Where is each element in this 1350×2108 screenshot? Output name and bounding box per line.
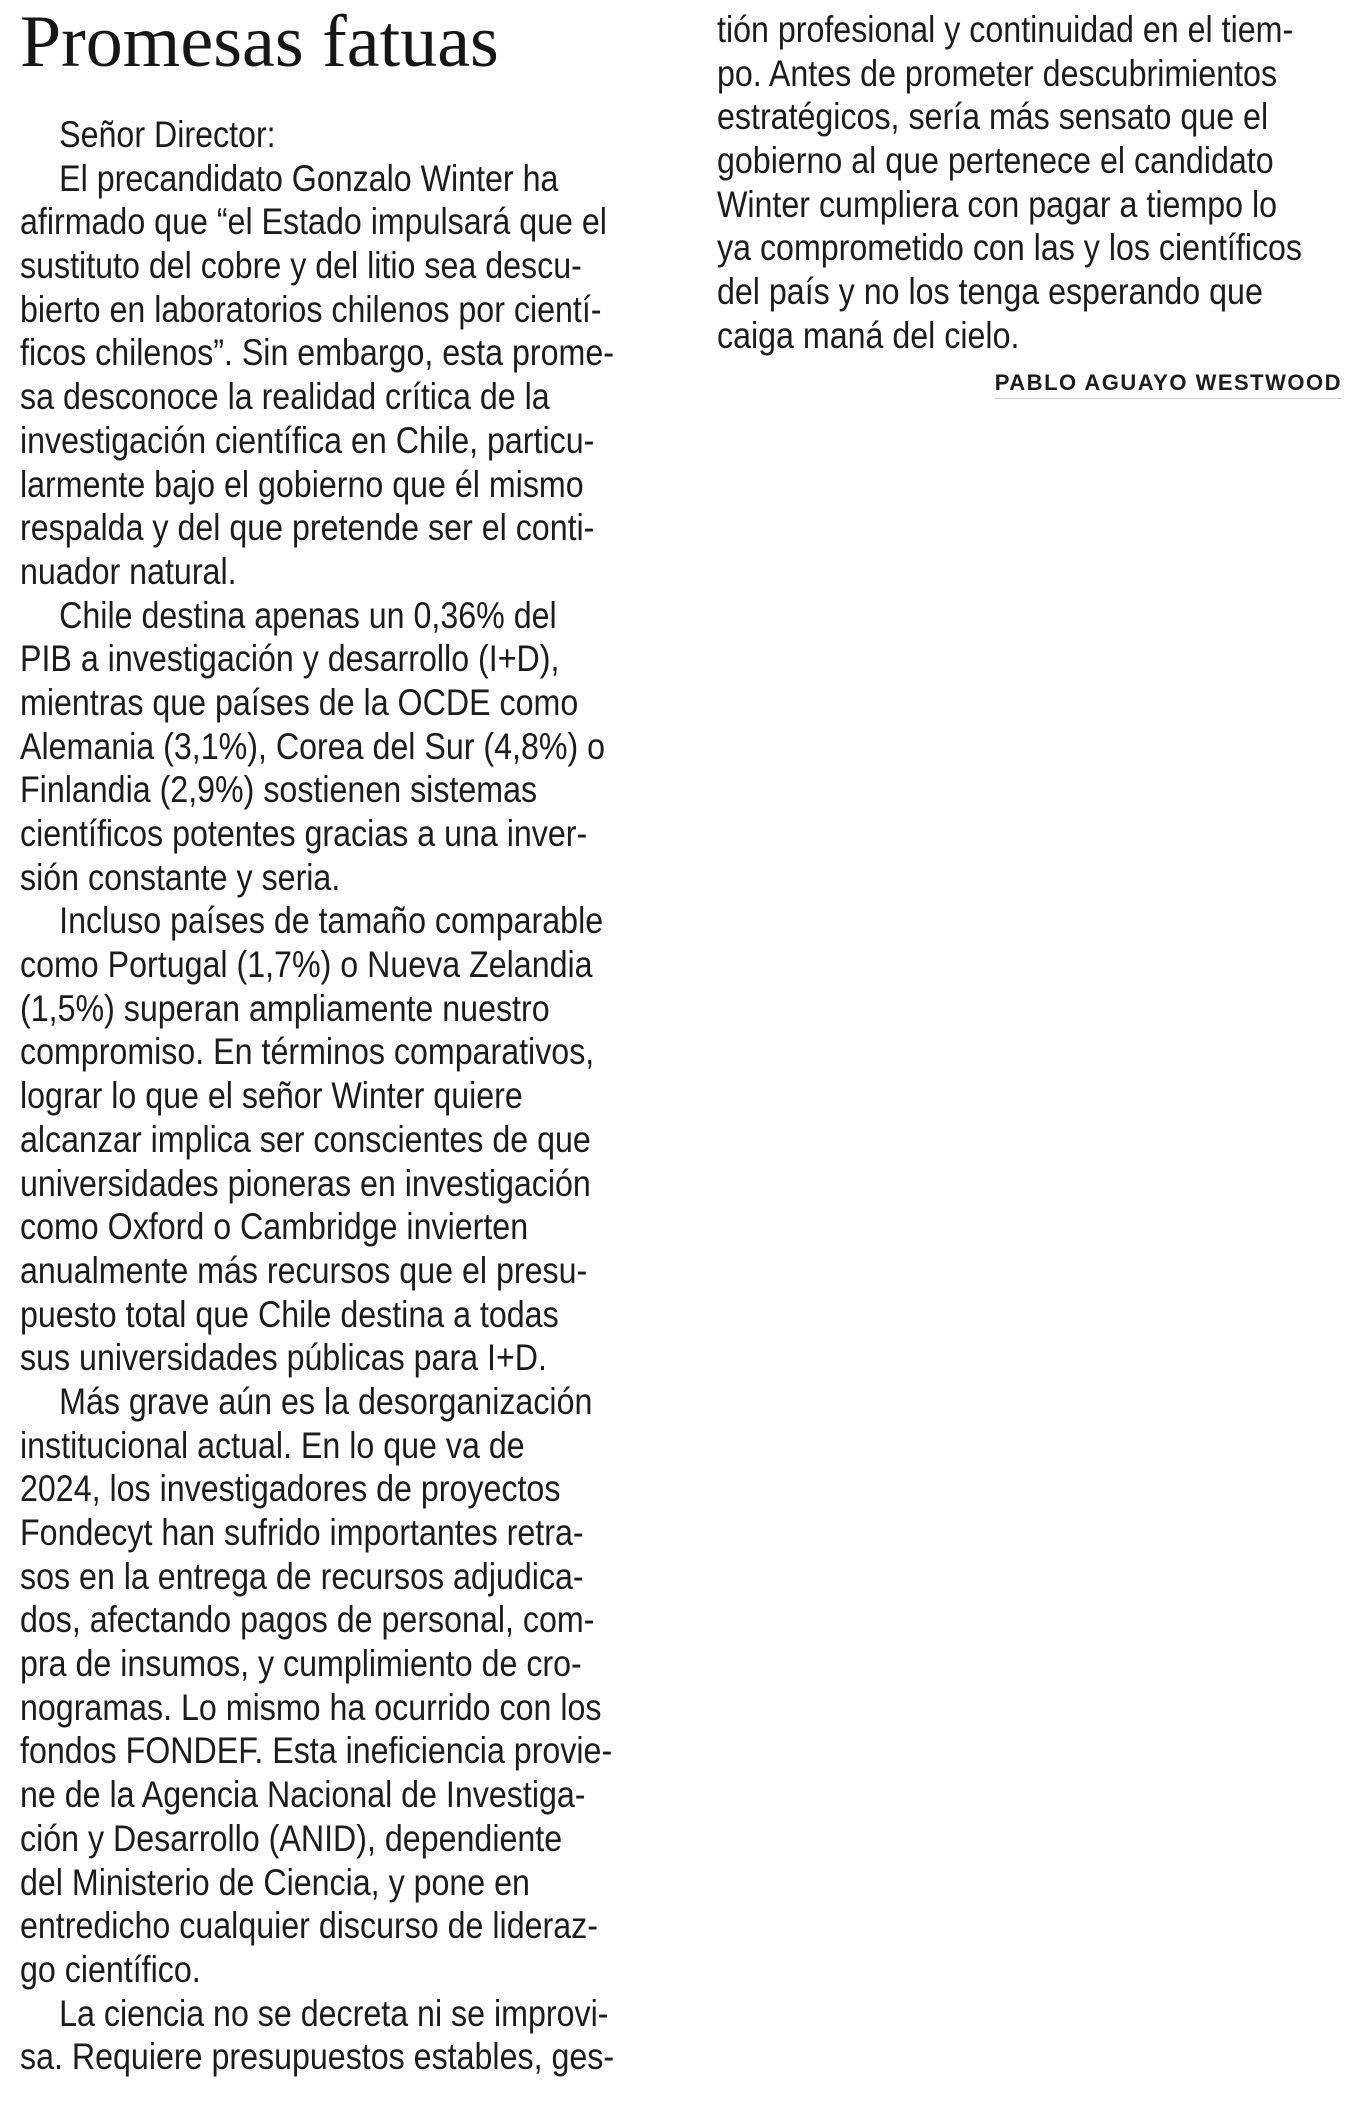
text-line: lograr lo que el señor Winter quiere [20,1075,523,1117]
text-line: institucional actual. En lo que va de [20,1424,525,1466]
text-line: El precandidato Gonzalo Winter ha [59,157,559,199]
text-line: estratégicos, sería más sensato que el [717,96,1269,138]
text-line: ne de la Agencia Nacional de Investiga- [20,1774,586,1816]
text-line: científicos potentes gracias a una inver- [20,813,588,854]
paragraph [20,594,634,900]
text-line: alcanzar implica ser conscientes de que [20,1118,591,1160]
paragraph [20,157,634,594]
text-line: ción y Desarrollo (ANID), dependiente [20,1817,563,1859]
text-line: caiga maná del cielo. [717,314,1020,356]
column-right [717,8,1331,358]
text-line: tión profesional y continuidad en el tiem- [717,9,1294,50]
paragraph [20,1380,634,1992]
text-line: respalda y del que pretende ser el conti- [20,507,595,549]
salutation-line: Señor Director: [59,114,276,155]
text-line: ya comprometido con las y los científicos [717,227,1303,269]
salutation [20,113,634,157]
text-line: La ciencia no se decreta ni se improvi- [59,1992,609,2034]
text-line: afirmado que “el Estado impulsará que el [20,201,607,243]
text-line: larmente bajo el gobierno que él mismo [20,463,584,505]
text-line: sustituto del cobre y del litio sea descu- [20,245,582,287]
text-line: Incluso países de tamaño comparable [59,900,604,942]
text-line: Fondecyt han sufrido importantes retra- [20,1512,584,1553]
text-line: Alemania (3,1%), Corea del Sur (4,8%) o [20,725,606,767]
text-line: sión constante y seria. [20,856,341,898]
text-line: Winter cumpliera con pagar a tiempo lo [717,183,1278,225]
text-line: bierto en laboratorios chilenos por cientí- [20,288,602,330]
text-line: sus universidades públicas para I+D. [20,1337,547,1379]
text-line: investigación científica en Chile, particu- [20,419,595,461]
text-line: mientras que países de la OCDE como [20,681,579,723]
text-line: nogramas. Lo mismo ha ocurrido con los [20,1686,602,1728]
paragraph [20,899,634,1380]
text-line: como Portugal (1,7%) o Nueva Zelandia [20,944,593,986]
headline: Promesas fatuas [20,1,499,83]
text-line: nuador natural. [20,550,237,592]
text-line: sos en la entrega de recursos adjudica- [20,1555,584,1597]
text-line: sa desconoce la realidad crítica de la [20,376,550,418]
text-line: Finlandia (2,9%) sostienen sistemas [20,769,538,811]
text-line: Más grave aún es la desorganización [59,1380,593,1422]
text-line: po. Antes de prometer descubrimientos [717,52,1278,94]
text-line: ficos chilenos”. Sin embargo, esta prome- [20,332,614,374]
text-line: (1,5%) superan ampliamente nuestro [20,987,550,1029]
paragraph-continued [717,8,1331,358]
text-line: como Oxford o Cambridge invierten [20,1206,529,1248]
text-line: del país y no los tenga esperando que [717,271,1263,313]
text-line: del Ministerio de Ciencia, y pone en [20,1861,530,1903]
text-line: compromiso. En términos comparativos, [20,1031,595,1073]
text-line: puesto total que Chile destina a todas [20,1293,559,1335]
text-line: pra de insumos, y cumplimiento de cro- [20,1643,582,1685]
text-line: entredicho cualquier discurso de lideraz- [20,1905,598,1947]
text-line: dos, afectando pagos de personal, com- [20,1599,595,1641]
text-line: go científico. [20,1948,201,1990]
text-line: gobierno al que pertenece el candidato [717,140,1274,182]
text-line: Chile destina apenas un 0,36% del [59,594,557,636]
text-line: universidades pioneras en investigación [20,1162,591,1204]
text-line: fondos FONDEF. Esta ineficiencia provie- [20,1730,613,1772]
column-left [20,113,634,2079]
text-line: sa. Requiere presupuestos estables, ges- [20,2036,615,2078]
text-line: PIB a investigación y desarrollo (I+D), [20,638,560,680]
text-line: 2024, los investigadores de proyectos [20,1468,561,1510]
text-line: anualmente más recursos que el presu- [20,1249,588,1291]
author-signature: PABLO AGUAYO WESTWOOD [995,368,1342,399]
paragraph [20,1992,634,2079]
